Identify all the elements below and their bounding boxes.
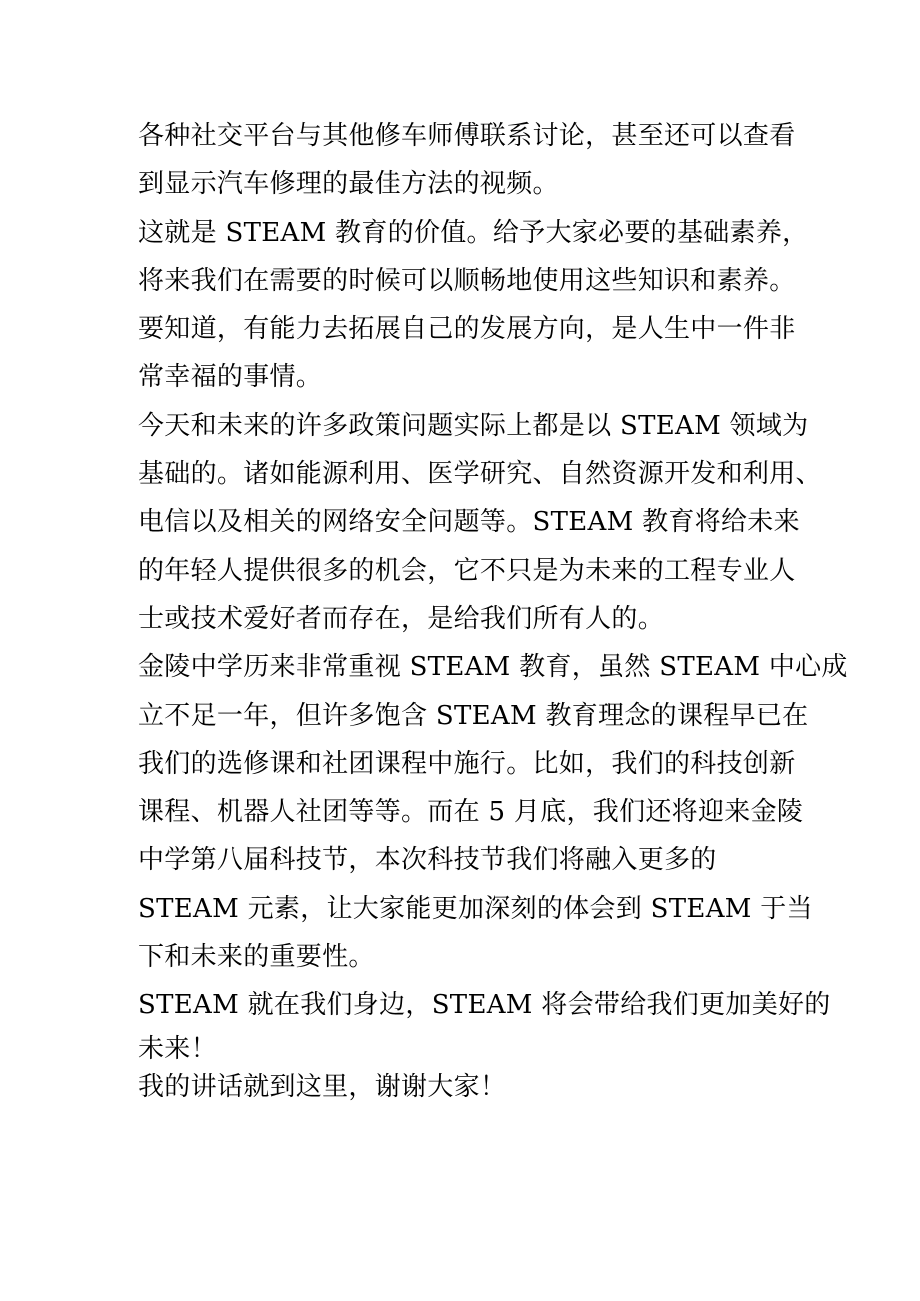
text-line: 下和未来的重要性。 <box>138 942 375 973</box>
text-line: 中学第八届科技节，本次科技节我们将融入更多的 <box>138 845 717 876</box>
text-line: 将来我们在需要的时候可以顺畅地使用这些知识和素养。 <box>138 265 796 296</box>
text-line: 这就是 STEAM 教育的价值。给予大家必要的基础素养， <box>138 217 809 248</box>
text-line: 课程、机器人社团等等。而在 5 月底，我们还将迎来金陵 <box>138 797 804 828</box>
closing-line: 我的讲话就到这里，谢谢大家！ <box>138 1071 507 1102</box>
text-line: 要知道，有能力去拓展自己的发展方向，是人生中一件非 <box>138 314 796 345</box>
text-line: 金陵中学历来非常重视 STEAM 教育，虽然 STEAM 中心成 <box>138 652 848 683</box>
text-line: 基础的。诸如能源利用、医学研究、自然资源开发和利用、 <box>138 459 822 490</box>
text-line: 的年轻人提供很多的机会，它不只是为未来的工程专业人 <box>138 555 796 586</box>
text-line: 各种社交平台与其他修车师傅联系讨论，甚至还可以查看 <box>138 121 796 151</box>
text-line: STEAM 就在我们身边，STEAM 将会带给我们更加美好的 <box>138 990 831 1021</box>
text-line: 我们的选修课和社团课程中施行。比如，我们的科技创新 <box>138 748 796 779</box>
text-line: 电信以及相关的网络安全问题等。STEAM 教育将给未来 <box>138 507 800 538</box>
text-line: 到显示汽车修理的最佳方法的视频。 <box>138 169 559 200</box>
text-line: 士或技术爱好者而存在，是给我们所有人的。 <box>138 603 665 634</box>
text-line: STEAM 元素，让大家能更加深刻的体会到 STEAM 于当 <box>138 893 813 924</box>
speech-text-body <box>138 112 848 1106</box>
text-line: 常幸福的事情。 <box>138 362 323 393</box>
text-line: 今天和未来的许多政策问题实际上都是以 STEAM 领域为 <box>138 410 809 441</box>
text-line: 立不足一年，但许多饱含 STEAM 教育理念的课程早已在 <box>138 700 809 731</box>
text-line: 未来！ <box>138 1033 217 1064</box>
